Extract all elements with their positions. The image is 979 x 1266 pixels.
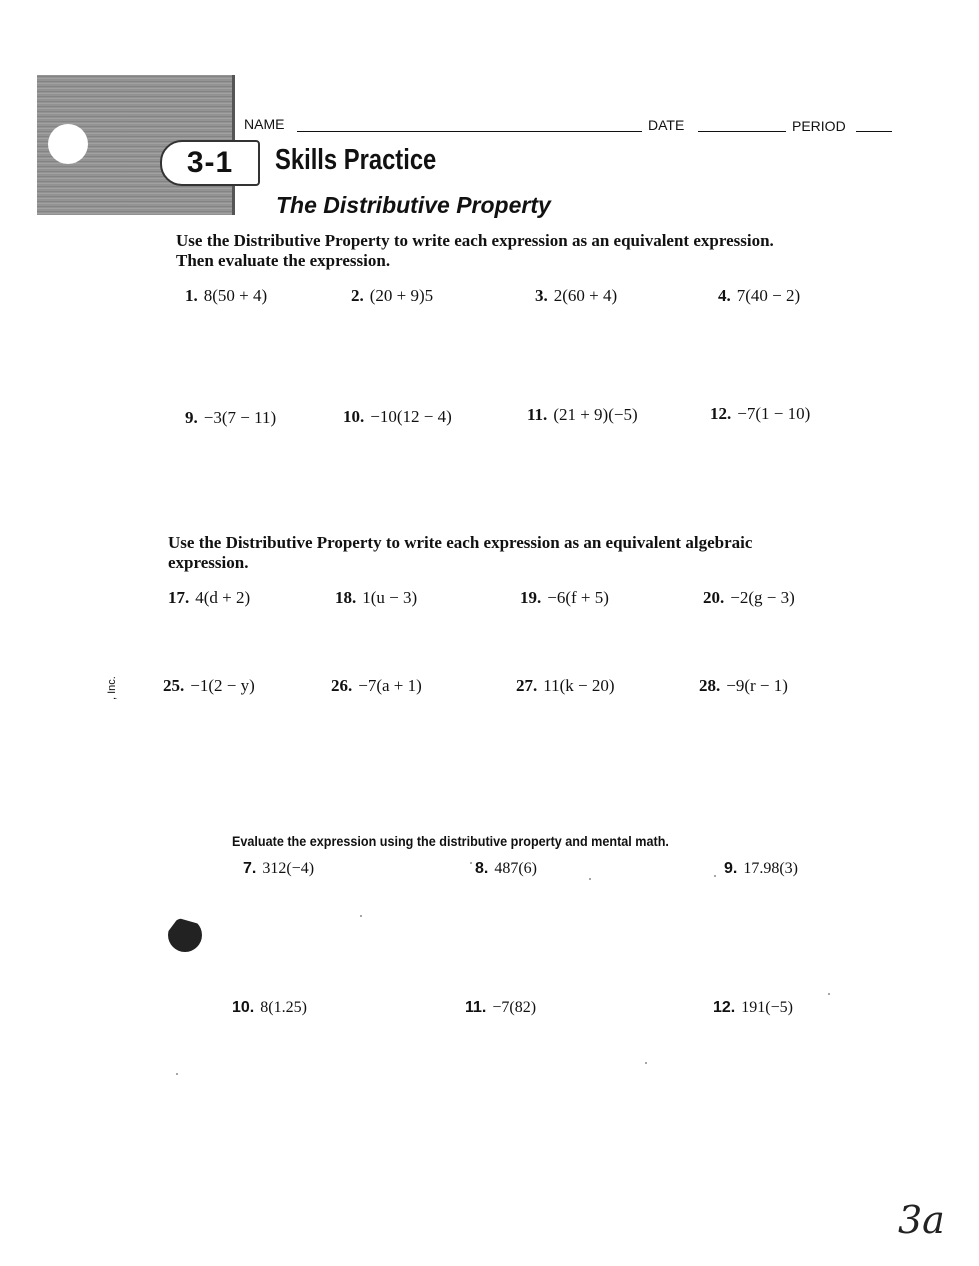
section1-instruction-line2: Then evaluate the expression. xyxy=(176,251,391,270)
lesson-number-tab xyxy=(160,140,260,186)
lesson-number: 3-1 xyxy=(186,146,234,179)
problem-expression: 1(u − 3) xyxy=(362,588,418,607)
problem-s3-11 xyxy=(465,999,536,1017)
problem-expression: 7(40 − 2) xyxy=(736,286,801,305)
problem-12 xyxy=(710,404,810,424)
problem-expression: −9(r − 1) xyxy=(726,676,788,695)
problem-s3-8 xyxy=(475,860,537,878)
problem-4 xyxy=(718,286,800,306)
problem-expression: 191(−5) xyxy=(741,999,793,1016)
scan-speck xyxy=(176,1073,178,1075)
problem-expression: (21 + 9)(−5) xyxy=(553,405,638,424)
problem-9 xyxy=(185,408,276,428)
sheet-title: Skills Practice xyxy=(275,144,437,176)
problem-expression: 4(d + 2) xyxy=(195,588,251,607)
problem-number: 3. xyxy=(535,286,548,305)
problem-expression: 312(−4) xyxy=(262,860,315,877)
problem-number: 20. xyxy=(703,588,725,607)
problem-number: 18. xyxy=(335,588,357,607)
problem-1 xyxy=(185,286,267,306)
problem-number: 19. xyxy=(520,588,542,607)
section3-instruction: Evaluate the expression using the distributive property and mental math. xyxy=(232,833,669,849)
name-label: NAME xyxy=(244,116,285,132)
scan-blotch xyxy=(168,918,202,952)
publisher-margin-text: , Inc. xyxy=(106,676,118,700)
date-label: DATE xyxy=(648,117,685,133)
date-field[interactable] xyxy=(698,131,786,132)
binder-hole xyxy=(48,124,88,164)
problem-number: 7. xyxy=(243,860,257,877)
problem-28 xyxy=(699,676,788,696)
problem-s3-9 xyxy=(724,860,798,878)
problem-20 xyxy=(703,588,795,608)
problem-s3-12 xyxy=(713,999,793,1017)
problem-number: 2. xyxy=(351,286,364,305)
problem-expression: 17.98(3) xyxy=(743,860,798,877)
problem-expression: 8(50 + 4) xyxy=(203,286,268,305)
problem-number: 17. xyxy=(168,588,190,607)
period-field[interactable] xyxy=(856,131,892,132)
problem-19 xyxy=(520,588,609,608)
problem-number: 10. xyxy=(232,999,255,1016)
handwritten-note: 3a xyxy=(898,1198,945,1242)
problem-number: 26. xyxy=(331,676,353,695)
problem-number: 28. xyxy=(699,676,721,695)
problem-number: 1. xyxy=(185,286,198,305)
problem-expression: −10(12 − 4) xyxy=(370,407,452,426)
problem-number: 27. xyxy=(516,676,538,695)
scan-speck xyxy=(828,993,830,995)
scan-speck xyxy=(645,1062,647,1064)
problem-expression: (20 + 9)5 xyxy=(369,286,434,305)
section2-instruction xyxy=(168,533,752,573)
problem-number: 8. xyxy=(475,860,489,877)
name-field[interactable] xyxy=(297,131,642,132)
period-label: PERIOD xyxy=(792,118,846,134)
problem-s3-10 xyxy=(232,999,307,1017)
problem-number: 11. xyxy=(465,999,487,1016)
problem-17 xyxy=(168,588,250,608)
problem-10 xyxy=(343,407,452,427)
scan-speck xyxy=(714,875,716,877)
problem-26 xyxy=(331,676,422,696)
problem-expression: 11(k − 20) xyxy=(543,676,615,695)
problem-number: 11. xyxy=(527,405,548,424)
sheet-subtitle: The Distributive Property xyxy=(276,192,551,218)
problem-expression: −2(g − 3) xyxy=(730,588,795,607)
scan-speck xyxy=(589,878,591,880)
problem-number: 9. xyxy=(724,860,738,877)
problem-expression: −3(7 − 11) xyxy=(203,408,277,427)
problem-27 xyxy=(516,676,615,696)
scan-speck xyxy=(470,862,472,864)
problem-s3-7 xyxy=(243,860,314,878)
problem-number: 12. xyxy=(710,404,732,423)
section2-instruction-line1: Use the Distributive Property to write each expression as an equivalent algebraic xyxy=(168,533,753,552)
problem-expression: −1(2 − y) xyxy=(190,676,255,695)
problem-number: 9. xyxy=(185,408,198,427)
problem-expression: 8(1.25) xyxy=(260,999,307,1016)
section1-instruction xyxy=(176,231,774,271)
section2-instruction-line2: expression. xyxy=(168,553,249,572)
problem-number: 25. xyxy=(163,676,185,695)
problem-18 xyxy=(335,588,417,608)
problem-11 xyxy=(527,405,638,425)
problem-number: 10. xyxy=(343,407,365,426)
problem-expression: 2(60 + 4) xyxy=(553,286,618,305)
section1-instruction-line1: Use the Distributive Property to write each expression as an equivalent expression. xyxy=(176,231,774,250)
problem-3 xyxy=(535,286,617,306)
problem-expression: −7(a + 1) xyxy=(358,676,422,695)
problem-expression: −6(f + 5) xyxy=(547,588,609,607)
problem-expression: 487(6) xyxy=(494,860,537,877)
problem-expression: −7(82) xyxy=(492,999,537,1016)
problem-25 xyxy=(163,676,255,696)
problem-expression: −7(1 − 10) xyxy=(737,404,811,423)
scan-speck xyxy=(360,915,362,917)
problem-2 xyxy=(351,286,433,306)
problem-number: 12. xyxy=(713,999,736,1016)
problem-number: 4. xyxy=(718,286,731,305)
